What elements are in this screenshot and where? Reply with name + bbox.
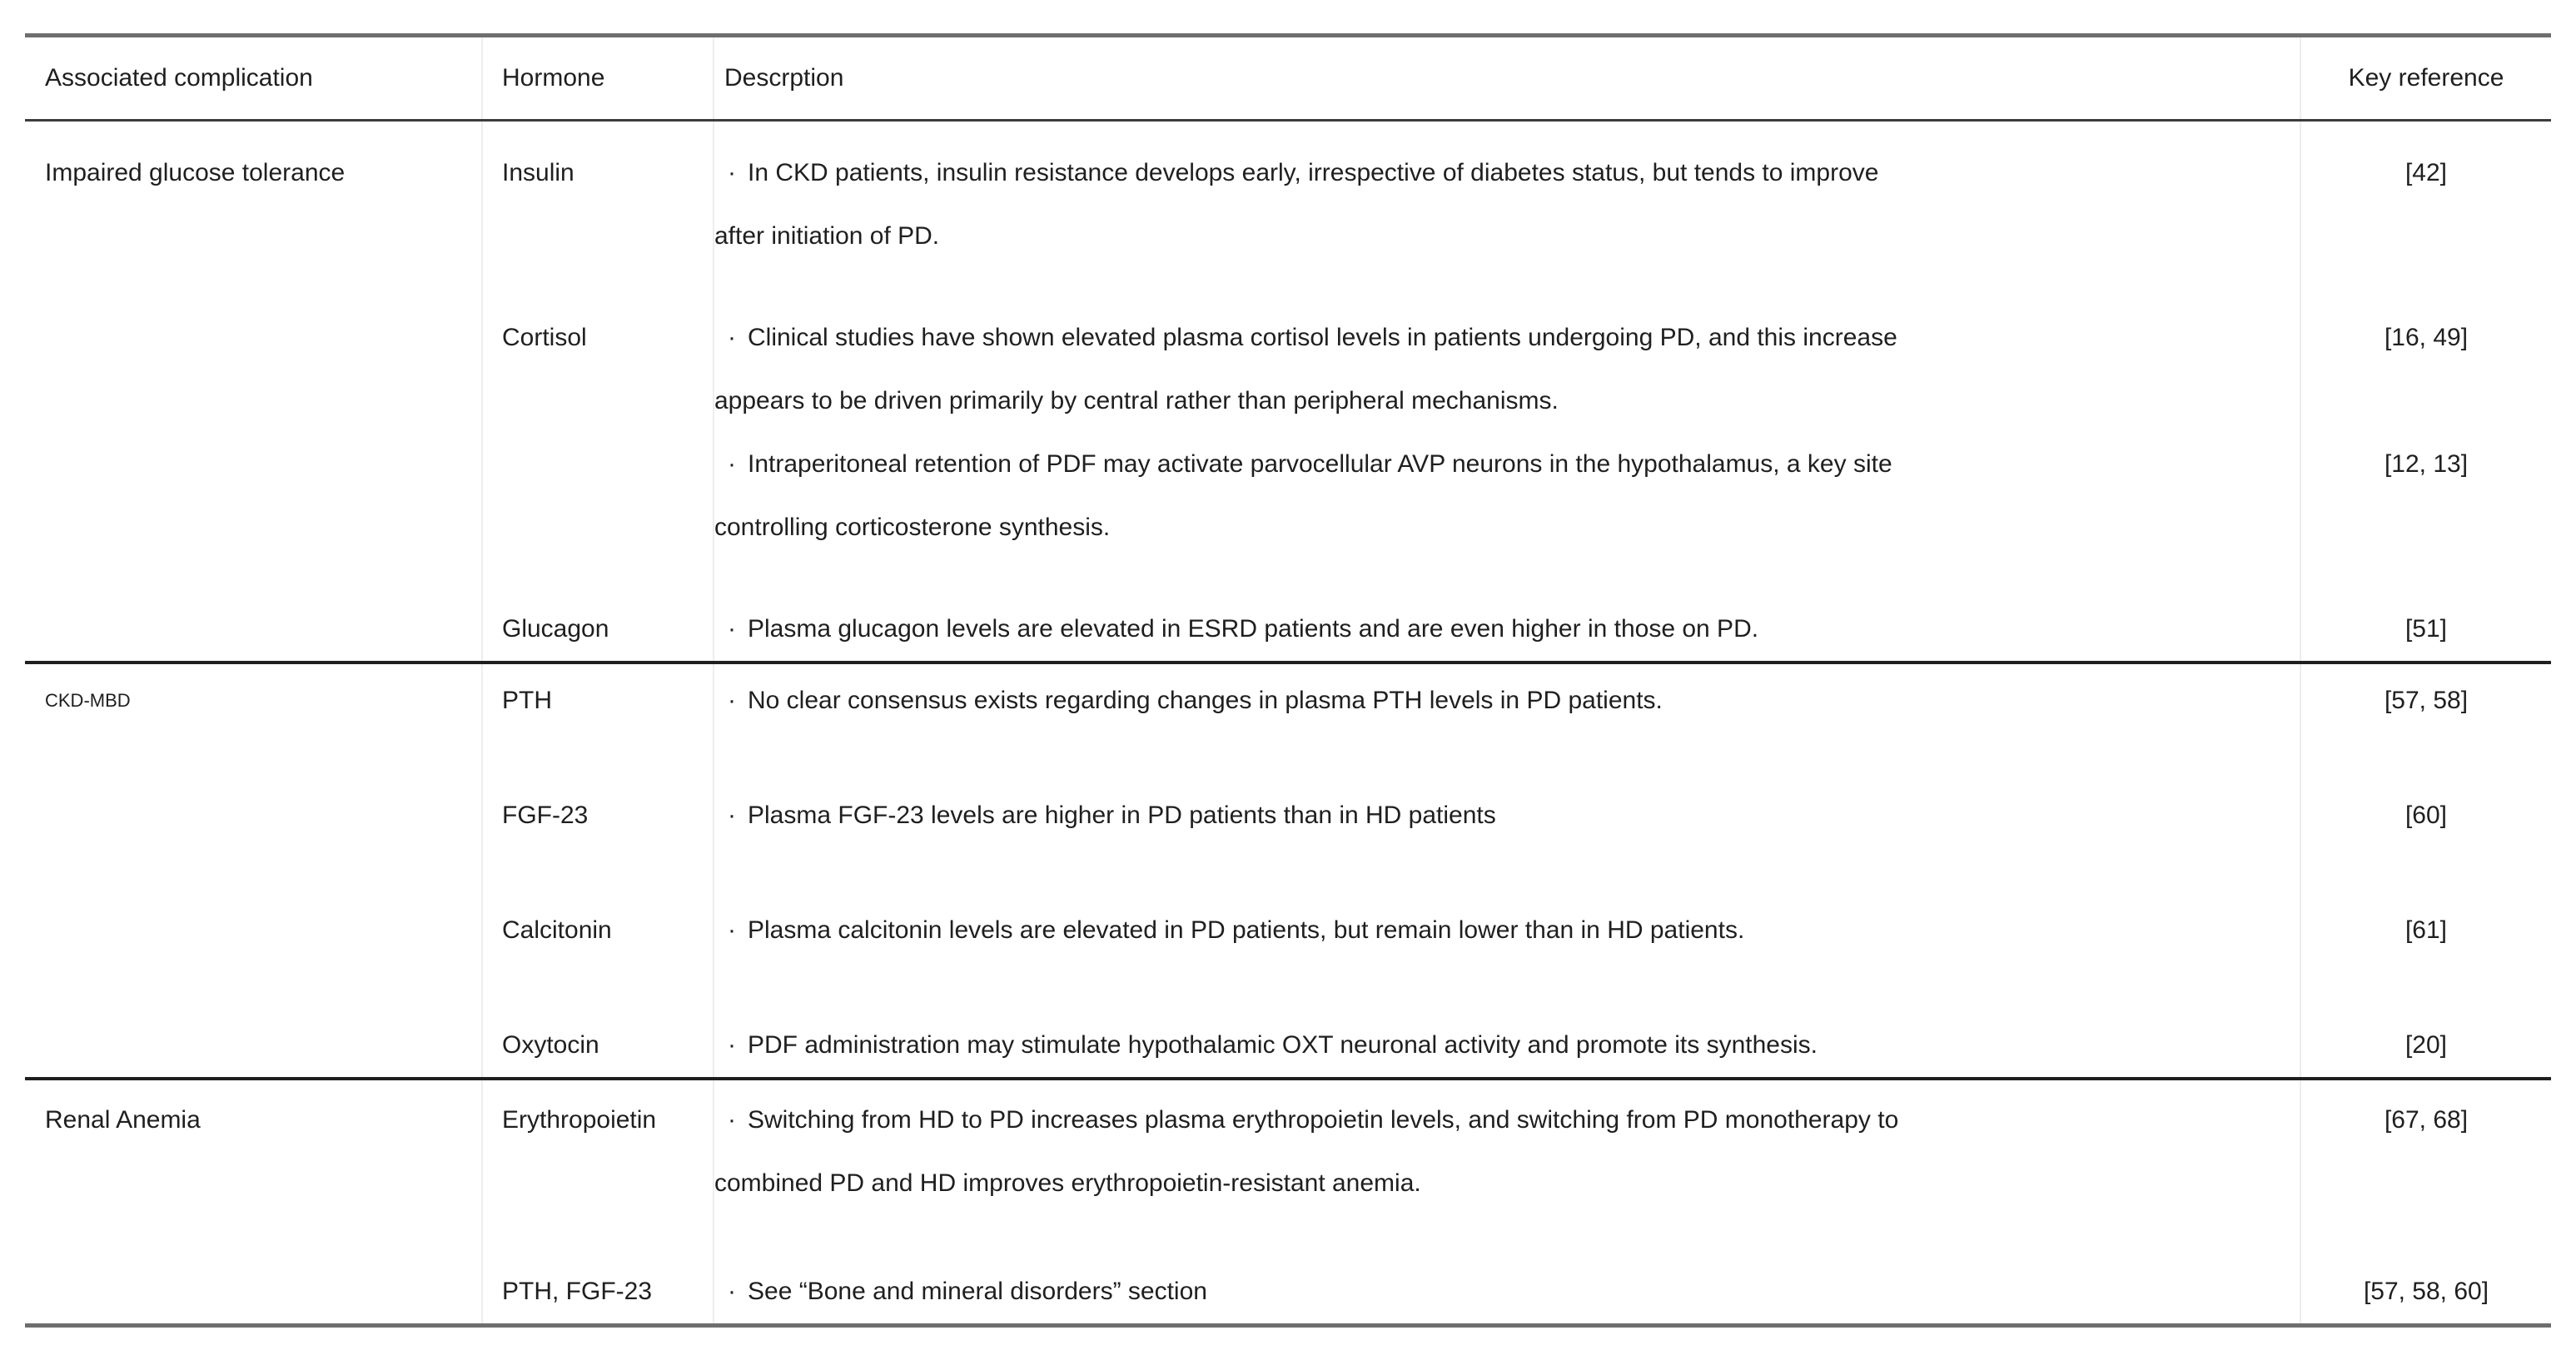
column-header-description: Descrption [724,64,844,92]
table-row [470,1014,2551,1077]
description-line-text: Plasma calcitonin levels are elevated in PD patients, but remain lower than in HD patients. [748,916,1745,944]
description-text [709,784,2301,847]
description-line-text: Clinical studies have shown elevated plasma cortisol levels in patients undergoing PD, and this increase [748,324,1897,351]
reference-cell: [12, 13] [2384,450,2469,478]
description-line-text: Plasma glucagon levels are elevated in ESRD patients and are even higher in those on PD. [748,615,1759,643]
group-rows [470,1089,2551,1323]
reference-cell: [60] [2404,802,2448,829]
description-line-text: Intraperitoneal retention of PDF may activate parvocellular AVP neurons in the hypothalamus, a key site [748,450,1892,478]
table-row [470,598,2551,661]
description-entry [709,899,2551,962]
description-line-text: No clear consensus exists regarding changes in plasma PTH levels in PD patients. [748,687,1663,714]
table-row [470,669,2551,732]
table-group [25,122,2551,664]
description-line [714,496,2301,559]
reference-cell: [61] [2404,916,2448,944]
description-entry [709,669,2551,732]
hormone-cell: FGF-23 [502,802,589,829]
complication-cell: Renal Anemia [45,1106,201,1134]
table-row [470,306,2551,559]
description-line-text: See “Bone and mineral disorders” section [748,1278,1207,1305]
table-group [25,1080,2551,1323]
hormone-cell: Cortisol [502,324,587,351]
description-entries [709,598,2551,661]
table-row [470,141,2551,268]
complication-cell: CKD-MBD [45,690,131,711]
description-entries [709,141,2551,268]
bullet-icon: · [728,159,736,186]
table-group [25,664,2551,1080]
hormone-cell: Calcitonin [502,916,612,944]
reference-cell: [57, 58] [2384,687,2469,714]
column-header-hormone: Hormone [502,64,605,92]
description-line [714,306,2301,370]
description-entries [709,1089,2551,1215]
description-line [714,1152,2301,1215]
description-line-text: Switching from HD to PD increases plasma erythropoietin levels, and switching from PD monotherapy to [748,1106,1899,1134]
reference-cell: [42] [2404,159,2448,186]
reference-cell: [57, 58, 60] [2363,1278,2489,1305]
hormone-cell: Glucagon [502,615,609,643]
reference-cell: [16, 49] [2384,324,2469,351]
bullet-icon: · [728,687,736,714]
bullet-icon: · [728,1031,736,1059]
hormone-cell: Insulin [502,159,574,186]
description-line-text: combined PD and HD improves erythropoietin-resistant anemia. [714,1169,1421,1197]
description-line [714,899,2301,962]
description-line [714,141,2301,205]
description-line-text: Plasma FGF-23 levels are higher in PD patients than in HD patients [748,802,1496,829]
description-line [714,1260,2301,1323]
bullet-icon: · [728,1106,736,1134]
column-header-associated-complication: Associated complication [45,64,313,92]
description-entry [709,141,2551,268]
hormone-cell: PTH [502,687,552,714]
bullet-icon: · [728,615,736,643]
group-rows [470,669,2551,1077]
description-line-text: controlling corticosterone synthesis. [714,514,1111,541]
description-entry [709,1260,2551,1323]
description-line [714,370,2301,433]
table-row [470,784,2551,847]
description-line [714,598,2301,661]
bullet-icon: · [728,324,736,351]
description-line [714,784,2301,847]
description-entries [709,899,2551,962]
description-entry [709,1014,2551,1077]
description-line-text: after initiation of PD. [714,222,940,250]
description-line [714,1089,2301,1152]
description-text [709,141,2301,268]
reference-cell: [20] [2404,1031,2448,1059]
bullet-icon: · [728,802,736,829]
complication-cell: Impaired glucose tolerance [45,159,346,186]
description-entries [709,669,2551,732]
description-entries [709,1014,2551,1077]
description-entries [709,784,2551,847]
description-text [709,899,2301,962]
bullet-icon: · [728,916,736,944]
reference-cell: [67, 68] [2384,1106,2469,1134]
description-entry [709,433,2551,559]
column-header-key-reference: Key reference [2348,64,2504,92]
reference-cell: [51] [2404,615,2448,643]
description-entry [709,1089,2551,1215]
hormone-cell: Erythropoietin [502,1106,657,1134]
hormone-complication-table [25,33,2551,1328]
table-header-row [25,37,2551,122]
description-text [709,1260,2301,1323]
description-line [714,205,2301,268]
description-text [709,433,2301,559]
description-line-text: PDF administration may stimulate hypothalamic OXT neuronal activity and promote its synthesis. [748,1031,1818,1059]
description-text [709,1014,2301,1077]
hormone-cell: PTH, FGF-23 [502,1278,653,1305]
description-entry [709,784,2551,847]
description-entries [709,1260,2551,1323]
description-line-text: In CKD patients, insulin resistance develops early, irrespective of diabetes status, but tends to improve [748,159,1879,186]
table-row [470,1260,2551,1323]
description-entries [709,306,2551,559]
description-entry [709,306,2551,433]
bullet-icon: · [728,1278,736,1305]
description-line [714,1014,2301,1077]
bullet-icon: · [728,450,736,478]
table-body [25,122,2551,1323]
table-row [470,899,2551,962]
hormone-cell: Oxytocin [502,1031,599,1059]
description-line [714,669,2301,732]
description-text [709,598,2301,661]
table-row [470,1089,2551,1215]
description-text [709,306,2301,433]
description-text [709,1089,2301,1215]
description-line [714,433,2301,496]
description-entry [709,598,2551,661]
description-line-text: appears to be driven primarily by central rather than peripheral mechanisms. [714,387,1559,414]
description-text [709,669,2301,732]
group-rows [470,141,2551,661]
